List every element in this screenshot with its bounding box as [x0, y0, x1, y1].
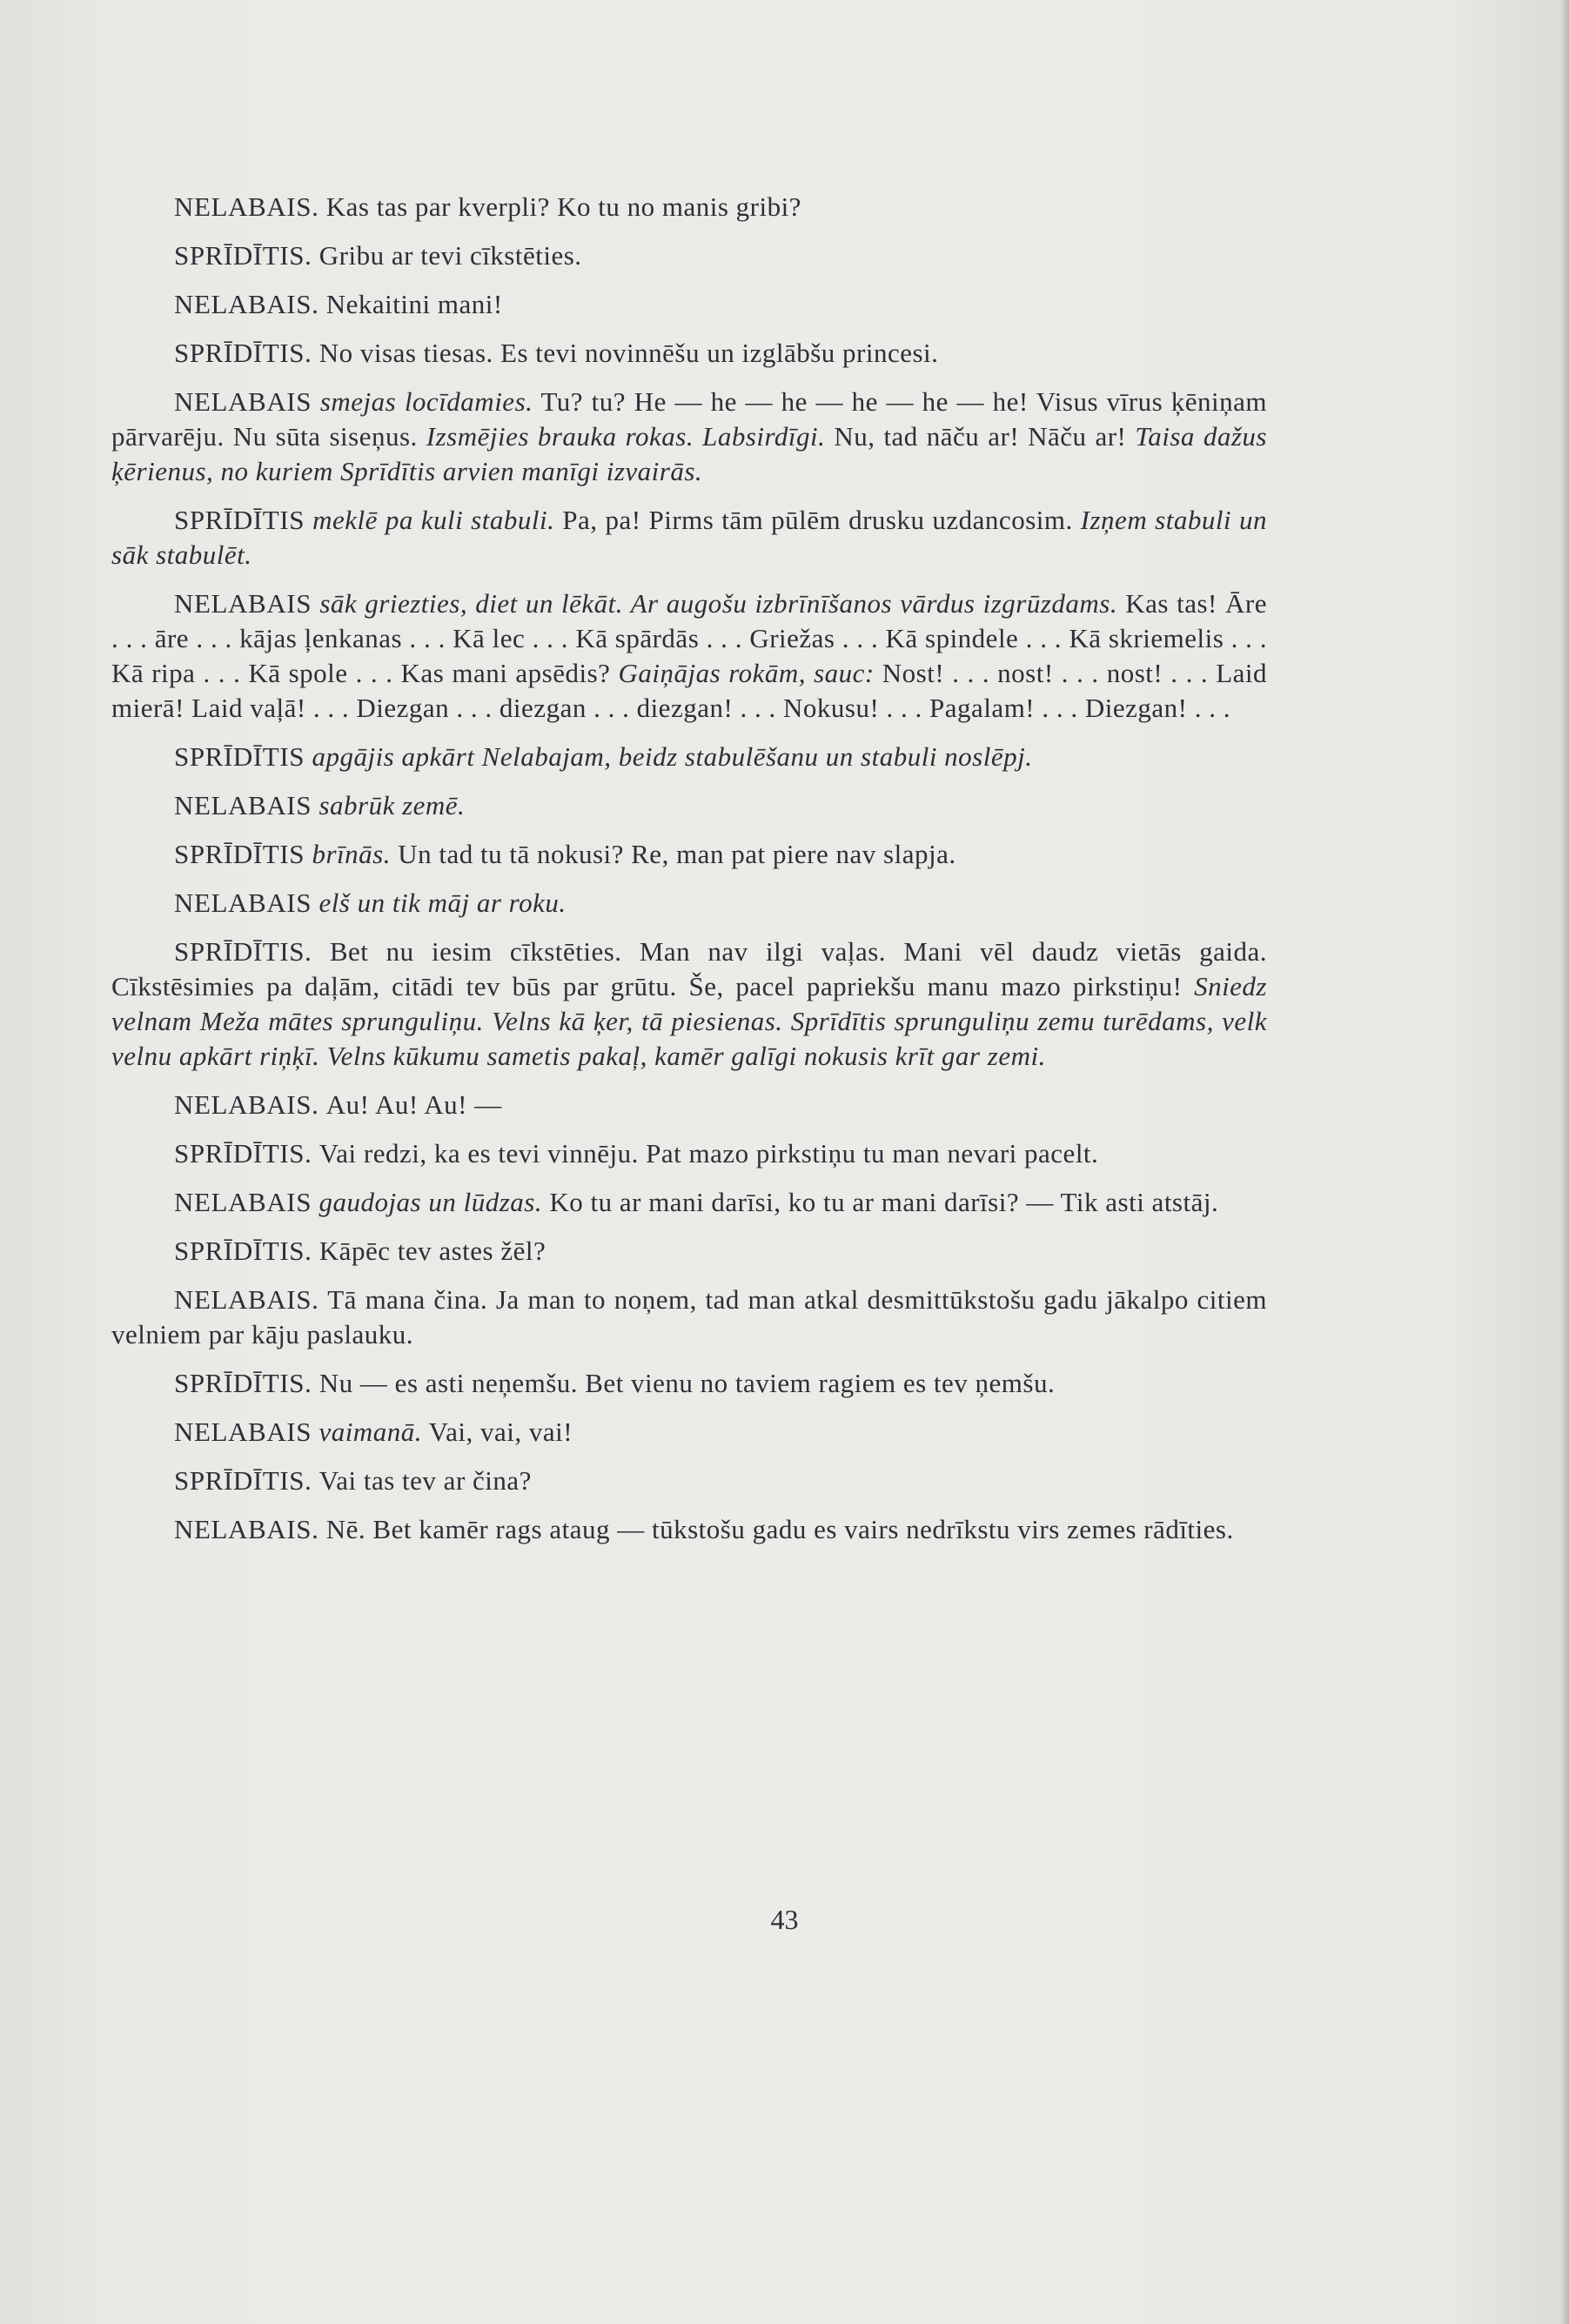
speaker-name: NELABAIS [174, 386, 320, 417]
speaker-name: NELABAIS. [174, 1514, 326, 1544]
dialogue-paragraph [111, 336, 1267, 371]
dialogue-text: Nu, tad nāču ar! Nāču ar! [825, 421, 1136, 452]
speaker-name: SPRĪDĪTIS [174, 505, 313, 535]
dialogue-text: Bet nu iesim cīkstēties. Man nav ilgi vaļas. Mani vēl daudz vietās gaida. Cīkstēsimies pa daļām, citādi tev būs par grūtu. Še, pacel papriekšu manu mazo pirkstiņu! [111, 936, 1268, 1001]
dialogue-paragraph [111, 1136, 1267, 1171]
speaker-name: SPRĪDĪTIS. [174, 1465, 319, 1496]
dialogue-paragraph [111, 190, 1267, 224]
stage-direction: sabrūk zemē. [318, 790, 466, 820]
stage-direction: brīnās. [312, 839, 391, 869]
dialogue-text: No visas tiesas. Es tevi novinnēšu un izglābšu princesi. [318, 338, 939, 368]
dialogue-paragraph [111, 934, 1267, 1074]
stage-direction: vaimanā. [318, 1417, 422, 1447]
stage-direction: Izsmējies brauka rokas. Labsirdīgi. [426, 421, 826, 452]
speaker-name: NELABAIS [174, 887, 319, 918]
dialogue-text: Un tad tu tā nokusi? Re, man pat piere nav slapja. [390, 839, 956, 869]
dialogue-text: Gribu ar tevi cīkstēties. [318, 240, 582, 271]
dialogue-text: Kāpēc tev astes žēl? [318, 1236, 546, 1266]
speaker-name: NELABAIS. [174, 1089, 326, 1120]
play-text [111, 190, 1267, 1561]
speaker-name: SPRĪDĪTIS. [174, 1138, 319, 1169]
dialogue-paragraph [111, 1088, 1267, 1122]
dialogue-text: Nē. Bet kamēr rags ataug — tūkstošu gadu es vairs nedrīkstu virs zemes rādīties. [325, 1514, 1234, 1544]
speaker-name: NELABAIS. [174, 191, 326, 222]
speaker-name: NELABAIS [174, 588, 320, 619]
dialogue-paragraph [111, 886, 1267, 921]
dialogue-paragraph [111, 788, 1267, 823]
stage-direction: gaudojas un lūdzas. [318, 1187, 543, 1217]
dialogue-text: Ko tu ar mani darīsi, ko tu ar mani darīsi? — Tik asti atstāj. [542, 1187, 1219, 1217]
speaker-name: SPRĪDĪTIS. [174, 240, 319, 271]
dialogue-text: Tu? tu? He — he — he — he — he — he! Visus vīrus ķēniņam pārvarēju. Nu sūta siseņus. [111, 386, 1267, 452]
dialogue-paragraph [111, 1415, 1267, 1450]
dialogue-paragraph [111, 1283, 1267, 1352]
speaker-name: SPRĪDĪTIS [174, 741, 312, 772]
page-number: 43 [770, 1904, 799, 1935]
speaker-name: NELABAIS [174, 1187, 319, 1217]
stage-direction: sāk griezties, diet un lēkāt. Ar augošu izbrīnīšanos vārdus izgrūzdams. [319, 588, 1118, 619]
speaker-name: SPRĪDĪTIS. [174, 936, 330, 967]
dialogue-text: Kas tas par kverpli? Ko tu no manis gribi? [325, 191, 801, 222]
dialogue-text: Vai tas tev ar čina? [318, 1465, 532, 1496]
speaker-name: NELABAIS. [174, 289, 326, 319]
dialogue-paragraph [111, 740, 1267, 774]
stage-direction: elš un tik māj ar roku. [318, 887, 567, 918]
speaker-name: SPRĪDĪTIS [174, 839, 312, 869]
dialogue-paragraph [111, 238, 1267, 273]
dialogue-paragraph [111, 1185, 1267, 1220]
stage-direction: Gaiņājas rokām, sauc: [618, 658, 875, 688]
dialogue-paragraph [111, 385, 1267, 489]
dialogue-paragraph [111, 1366, 1267, 1401]
page-edge-shadow [1560, 0, 1569, 2324]
stage-direction: Taisa dažus ķērienus, no kuriem Sprīdītis arvien manīgi izvairās. [111, 421, 1267, 486]
dialogue-paragraph [111, 837, 1267, 872]
stage-direction: Sniedz velnam Meža mātes sprunguliņu. Velns kā ķer, tā piesienas. Sprīdītis sprunguliņu zemu turēdams, velk velnu apkārt riņķī. Velns kūkumu sametis pakaļ, kamēr galīgi nokusis krīt gar zemi. [111, 971, 1267, 1071]
dialogue-text: Pa, pa! Pirms tām pūlēm drusku uzdancosim. [554, 505, 1081, 535]
stage-direction: Izņem stabuli un sāk stabulēt. [111, 505, 1267, 570]
stage-direction: meklē pa kuli stabuli. [312, 505, 555, 535]
dialogue-text: Vai redzi, ka es tevi vinnēju. Pat mazo pirkstiņu tu man nevari pacelt. [318, 1138, 1099, 1169]
speaker-name: NELABAIS. [174, 1284, 328, 1315]
dialogue-text: Nu — es asti neņemšu. Bet vienu no taviem ragiem es tev ņemšu. [318, 1368, 1056, 1398]
dialogue-paragraph [111, 1463, 1267, 1498]
dialogue-text: Nost! . . . nost! . . . nost! . . . Laid mierā! Laid vaļā! . . . Diezgan . . . diezgan . . . diezgan! . . . Nokusu! . . . Pagalam! . . . Diezgan! . . . [111, 658, 1267, 723]
speaker-name: NELABAIS [174, 1417, 319, 1447]
dialogue-paragraph [111, 1234, 1267, 1269]
speaker-name: SPRĪDĪTIS. [174, 1368, 319, 1398]
dialogue-text: Kas tas! Āre . . . āre . . . kājas ļenkanas . . . Kā lec . . . Kā spārdās . . . Griežas . . . Kā spindele . . . Kā skriemelis . . . Kā ripa . . . Kā spole . . . Kas mani apsēdis? [111, 588, 1267, 688]
dialogue-text: Vai, vai, vai! [421, 1417, 573, 1447]
dialogue-paragraph [111, 287, 1267, 322]
speaker-name: SPRĪDĪTIS. [174, 1236, 319, 1266]
dialogue-paragraph [111, 503, 1267, 573]
stage-direction: smejas locīdamies. [319, 386, 533, 417]
dialogue-text: Tā mana čina. Ja man to noņem, tad man atkal desmittūkstošu gadu jākalpo citiem velniem par kāju paslauku. [111, 1284, 1267, 1350]
dialogue-paragraph [111, 1512, 1267, 1547]
speaker-name: NELABAIS [174, 790, 319, 820]
speaker-name: SPRĪDĪTIS. [174, 338, 319, 368]
dialogue-text: Au! Au! Au! — [325, 1089, 502, 1120]
stage-direction: apgājis apkārt Nelabajam, beidz stabulēšanu un stabuli noslēpj. [312, 741, 1033, 772]
dialogue-paragraph [111, 586, 1267, 726]
dialogue-text: Nekaitini mani! [325, 289, 503, 319]
